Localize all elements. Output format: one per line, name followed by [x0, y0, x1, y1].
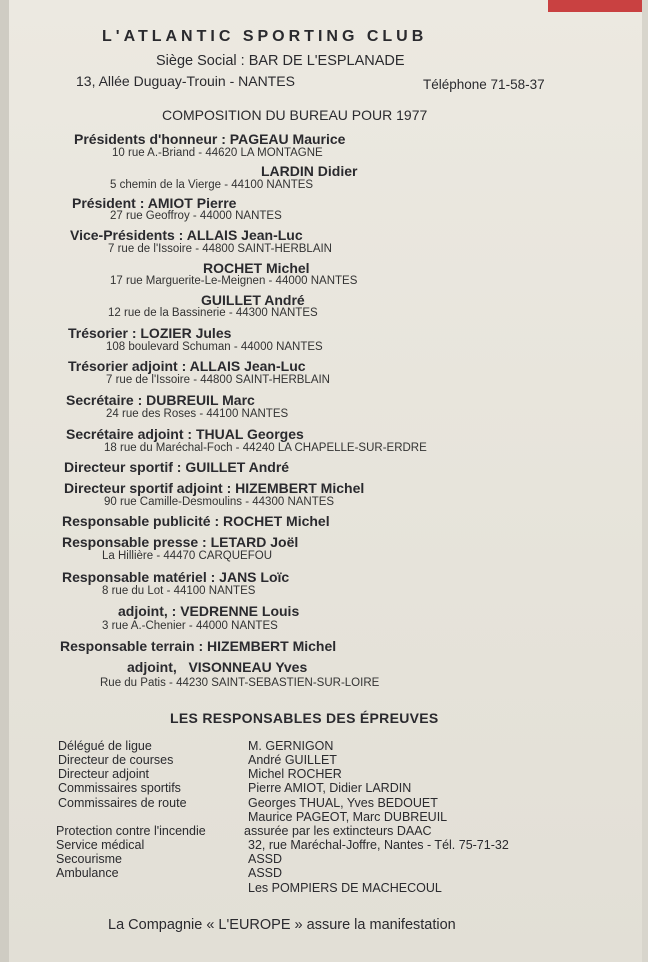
- role: Responsable matériel :: [62, 569, 216, 585]
- address: 18 rue du Maréchal-Foch - 44240 LA CHAPELLE-SUR-ERDRE: [104, 442, 427, 454]
- name: DUBREUIL Marc: [146, 392, 255, 408]
- name: ROCHET Michel: [223, 513, 330, 529]
- bureau-entry-6: [68, 325, 231, 341]
- address: 10 rue A.-Briand - 44620 LA MONTAGNE: [112, 147, 323, 159]
- role: Secrétaire :: [66, 392, 143, 408]
- epreuve-value: Georges THUAL, Yves BEDOUET: [248, 796, 438, 810]
- name: GUILLET André: [185, 459, 290, 475]
- bureau-entry-15: [118, 603, 299, 619]
- address: 7 rue de l'Issoire - 44800 SAINT-HERBLAIN: [106, 374, 330, 386]
- epreuves-title: LES RESPONSABLES DES ÉPREUVES: [170, 710, 439, 726]
- red-corner-strip: [548, 0, 648, 12]
- address: 3 rue A.-Chenier - 44000 NANTES: [102, 620, 278, 632]
- address: 12 rue de la Bassinerie - 44300 NANTES: [108, 307, 318, 319]
- epreuve-value: Pierre AMIOT, Didier LARDIN: [248, 781, 412, 795]
- epreuve-label: Directeur de courses: [58, 753, 174, 767]
- club-address: 13, Allée Duguay-Trouin - NANTES: [76, 73, 295, 89]
- epreuve-label: Protection contre l'incendie: [56, 824, 206, 838]
- bureau-entry-8: [66, 392, 255, 408]
- epreuve-value: ASSD: [248, 866, 283, 880]
- name: LARDIN Didier: [261, 163, 358, 179]
- epreuve-value: Michel ROCHER: [248, 767, 342, 781]
- role: adjoint,: [127, 659, 177, 675]
- bureau-entry-1: [261, 163, 357, 179]
- epreuve-value: Maurice PAGEOT, Marc DUBREUIL: [248, 810, 448, 824]
- address: 108 boulevard Schuman - 44000 NANTES: [106, 341, 323, 353]
- epreuve-value: ASSD: [248, 852, 283, 866]
- address: 24 rue des Roses - 44100 NANTES: [106, 408, 289, 420]
- role: Secrétaire adjoint :: [66, 426, 193, 442]
- name: ROCHET Michel: [203, 260, 310, 276]
- address: 8 rue du Lot - 44100 NANTES: [102, 585, 256, 597]
- epreuve-label: Secourisme: [56, 852, 122, 866]
- bureau-entry-0: [74, 131, 345, 147]
- name: ALLAIS Jean-Luc: [186, 227, 303, 243]
- name: VISONNEAU Yves: [188, 659, 308, 675]
- role: Trésorier adjoint :: [68, 358, 187, 374]
- address: La Hillière - 44470 CARQUEFOU: [102, 550, 273, 562]
- page-edge-right: [642, 0, 648, 962]
- role: Président :: [72, 195, 145, 211]
- bureau-entry-17: [127, 659, 307, 675]
- name: HIZEMBERT Michel: [207, 638, 337, 654]
- name: ALLAIS Jean-Luc: [189, 358, 306, 374]
- bureau-entry-9: [66, 426, 304, 442]
- role: Responsable publicité :: [62, 513, 220, 529]
- name: LOZIER Jules: [140, 325, 232, 341]
- page-edge-left: [0, 0, 9, 962]
- role: Responsable terrain :: [60, 638, 204, 654]
- role: Directeur sportif adjoint :: [64, 480, 232, 496]
- epreuve-label: Délégué de ligue: [58, 739, 152, 753]
- epreuve-label: Commissaires de route: [58, 796, 187, 810]
- bureau-entry-12: [62, 513, 330, 529]
- bureau-entry-2: [72, 195, 236, 211]
- bureau-entry-14: [62, 569, 289, 585]
- address: 7 rue de l'Issoire - 44800 SAINT-HERBLAIN: [108, 243, 332, 255]
- club-name: L'ATLANTIC SPORTING CLUB: [102, 28, 428, 45]
- epreuve-value: assurée par les extincteurs DAAC: [244, 824, 432, 838]
- bureau-entry-7: [68, 358, 306, 374]
- bureau-entry-16: [60, 638, 336, 654]
- bureau-entry-5: [201, 292, 305, 308]
- club-telephone: Téléphone 71-58-37: [423, 77, 545, 92]
- name: PAGEAU Maurice: [229, 131, 346, 147]
- name: HIZEMBERT Michel: [235, 480, 365, 496]
- role: Trésorier :: [68, 325, 137, 341]
- epreuve-label: Commissaires sportifs: [58, 781, 181, 795]
- role: Présidents d'honneur :: [74, 131, 226, 147]
- address: 27 rue Geoffroy - 44000 NANTES: [110, 210, 282, 222]
- name: VEDRENNE Louis: [180, 603, 300, 619]
- address: 5 chemin de la Vierge - 44100 NANTES: [110, 179, 314, 191]
- role: adjoint, :: [118, 603, 177, 619]
- epreuve-label: Ambulance: [56, 866, 119, 880]
- bureau-entry-10: [64, 459, 289, 475]
- name: GUILLET André: [201, 292, 305, 308]
- footer-insurance: La Compagnie « L'EUROPE » assure la manifestation: [108, 917, 456, 933]
- epreuve-label: Directeur adjoint: [58, 767, 150, 781]
- bureau-title: COMPOSITION DU BUREAU POUR 1977: [162, 107, 428, 123]
- address: Rue du Patis - 44230 SAINT-SEBASTIEN-SUR-LOIRE: [100, 677, 380, 689]
- epreuve-label: Service médical: [56, 838, 145, 852]
- name: JANS Loïc: [219, 569, 290, 585]
- epreuve-value: Les POMPIERS DE MACHECOUL: [248, 881, 442, 895]
- epreuve-value: André GUILLET: [248, 753, 337, 767]
- name: AMIOT Pierre: [147, 195, 237, 211]
- bureau-entry-11: [64, 480, 364, 496]
- siege-social: Siège Social : BAR DE L'ESPLANADE: [156, 53, 405, 69]
- address: 17 rue Marguerite-Le-Meignen - 44000 NANTES: [110, 275, 358, 287]
- role: Directeur sportif :: [64, 459, 182, 475]
- role: Responsable presse :: [62, 534, 207, 550]
- epreuve-value: M. GERNIGON: [248, 739, 334, 753]
- bureau-entry-4: [203, 260, 310, 276]
- address: 90 rue Camille-Desmoulins - 44300 NANTES: [104, 496, 335, 508]
- name: THUAL Georges: [195, 426, 304, 442]
- name: LETARD Joël: [210, 534, 299, 550]
- role: Vice-Présidents :: [70, 227, 184, 243]
- bureau-entry-3: [70, 227, 303, 243]
- epreuve-value: 32, rue Maréchal-Joffre, Nantes - Tél. 75-71-32: [248, 838, 509, 852]
- bureau-entry-13: [62, 534, 298, 550]
